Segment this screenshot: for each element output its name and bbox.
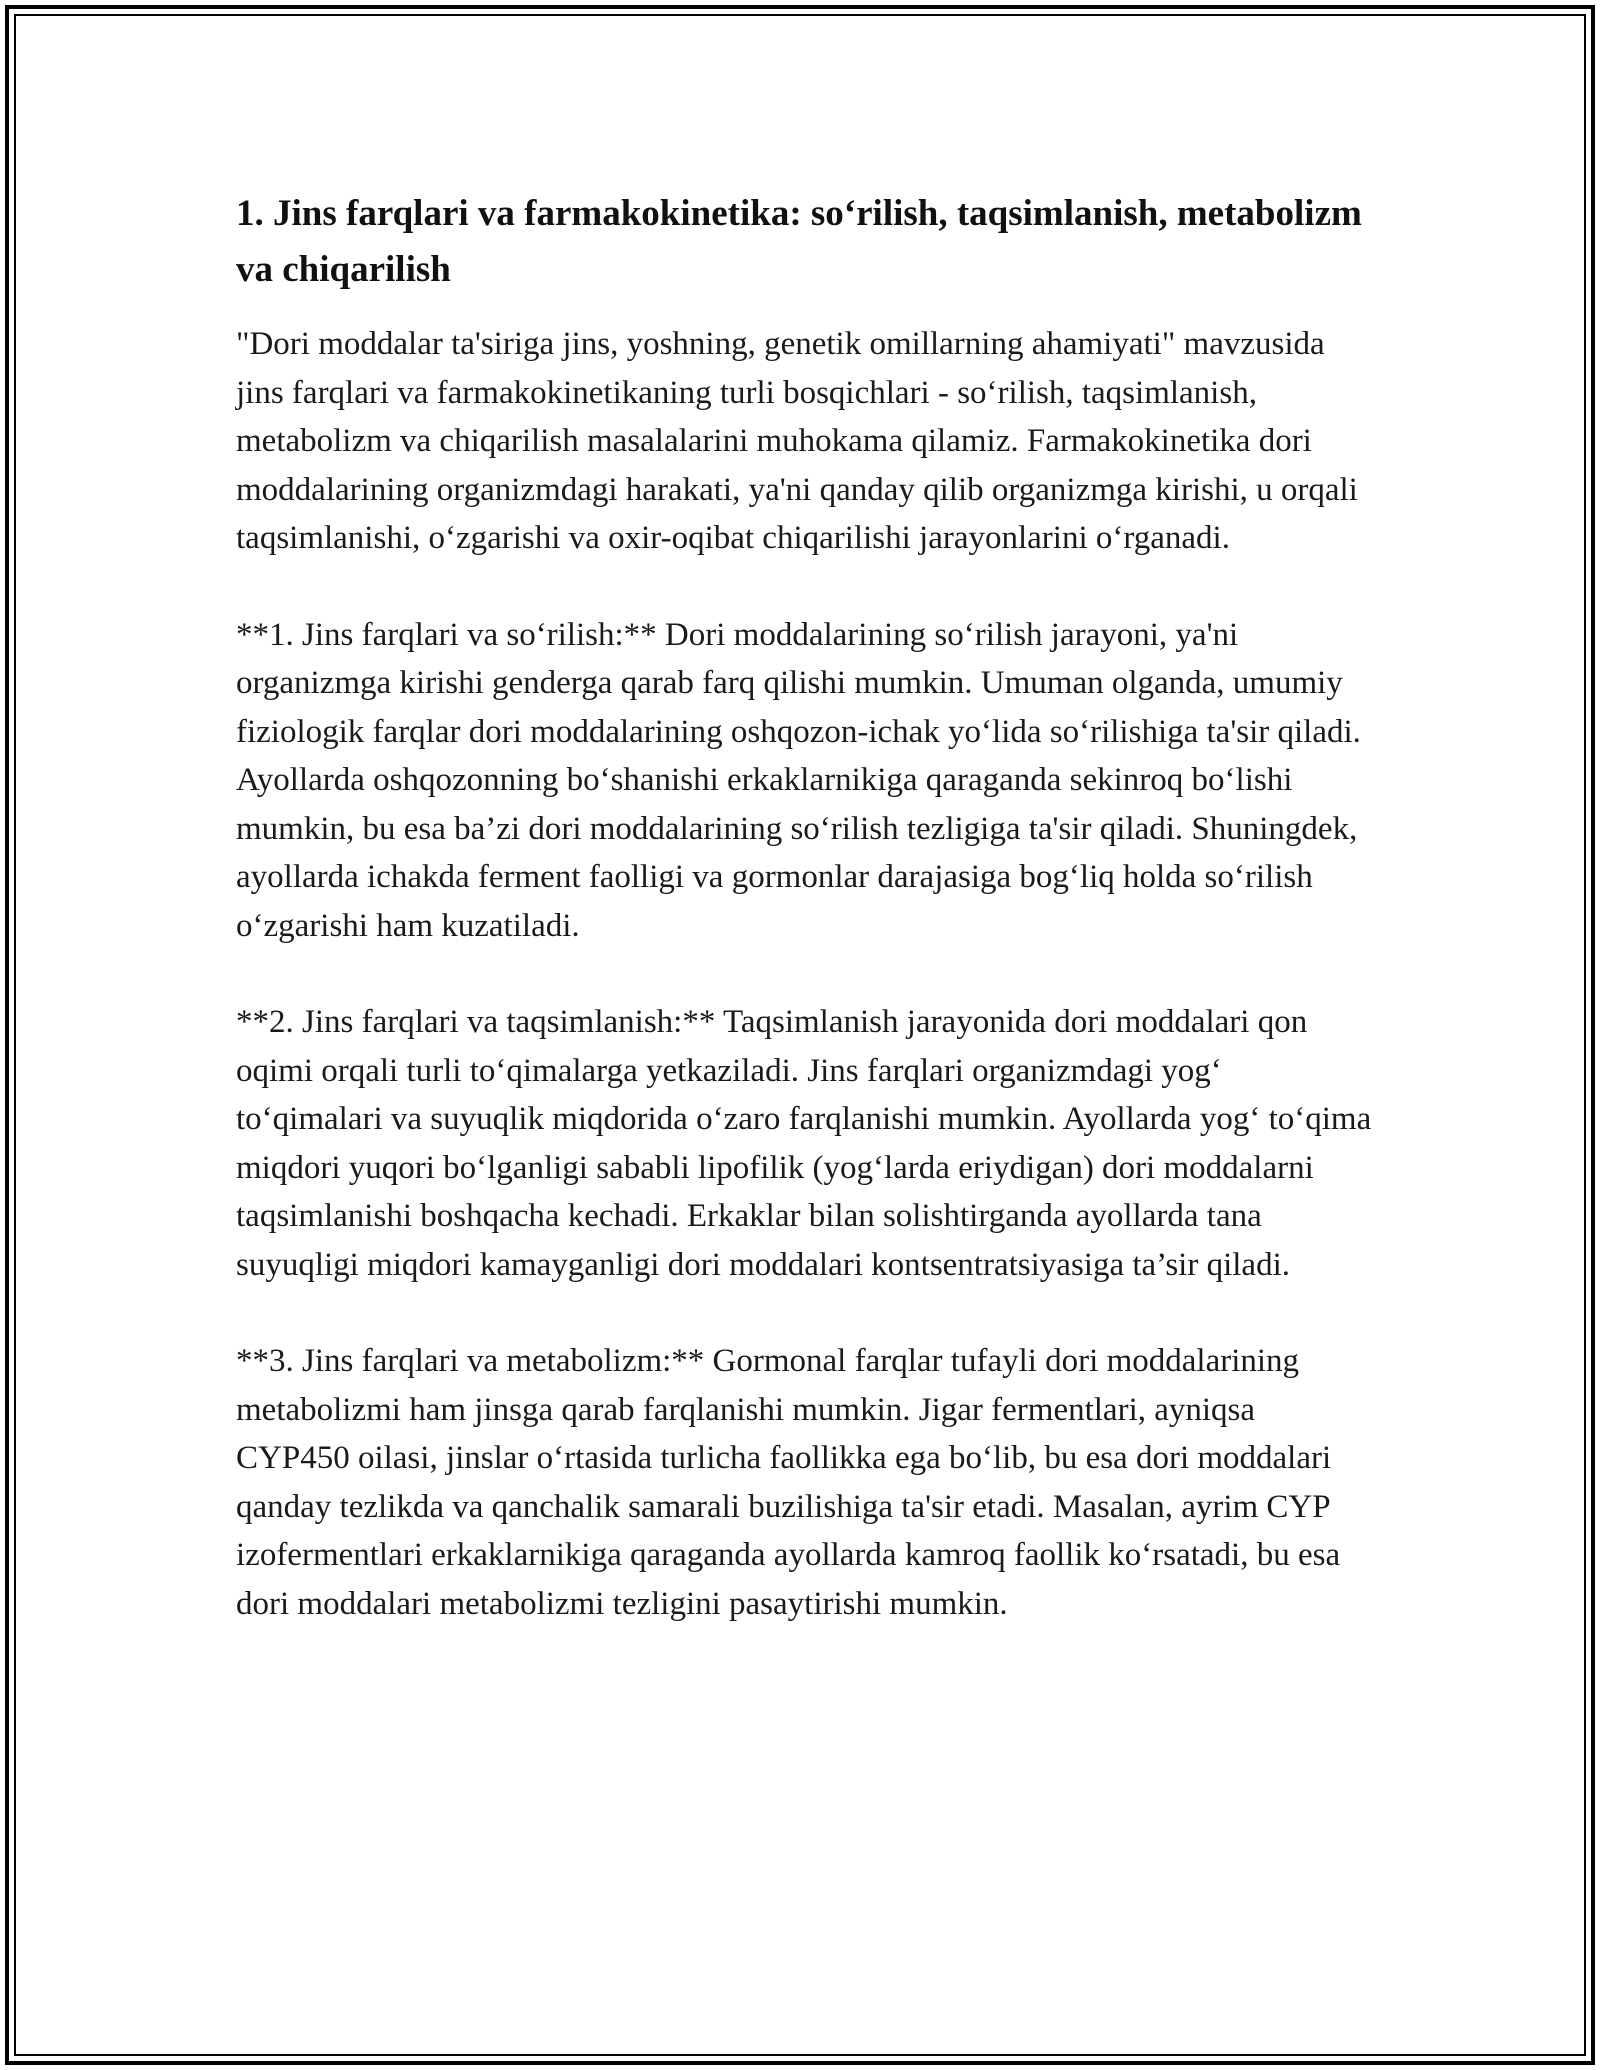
document-body (236, 186, 1376, 1676)
section-title: 1. Jins farqlari va farmakokinetika: so‘rilish, taqsimlanish, metabolizm va chiqarilish (236, 193, 1362, 290)
absorption-paragraph: **1. Jins farqlari va so‘rilish:** Dori moddalarining so‘rilish jarayoni, ya'ni organizmga kirishi genderga qarab farq qilishi mumkin. Umuman olganda, umumiy fiziologik farqlar dori moddalarining oshqozon-ichak yo‘lida so‘rilishiga ta'sir qiladi. Ayollarda oshqozonning bo‘shanishi erkaklarnikiga qaraganda sekinroq bo‘lishi mumkin, bu esa ba’zi dori moddalarining so‘rilish tezligiga ta'sir qiladi. Shuningdek, ayollarda ichakda ferment faolligi va gormonlar darajasiga bog‘liq holda so‘rilish o‘zgarishi ham kuzatiladi. (236, 616, 1361, 944)
intro-paragraph: "Dori moddalar ta'siriga jins, yoshning, genetik omillarning ahamiyati" mavzusida jins farqlari va farmakokinetikaning turli bosqichlari - so‘rilish, taqsimlanish, metabolizm va chiqarilish masalalarini muhokama qilamiz. Farmakokinetika dori moddalarining organizmdagi harakati, ya'ni qanday qilib organizmga kirishi, u orqali taqsimlanishi, o‘zgarishi va oxir-oqibat chiqarilishi jarayonlarini o‘rganadi. (236, 326, 1358, 556)
metabolism-paragraph: **3. Jins farqlari va metabolizm:** Gormonal farqlar tufayli dori moddalarining metabolizmi ham jinsga qarab farqlanishi mumkin. Jigar fermentlari, ayniqsa CYP450 oilasi, jinslar o‘rtasida turlicha faollikka ega bo‘lib, bu esa dori moddalari qanday tezlikda va qanchalik samarali buzilishiga ta'sir etadi. Masalan, ayrim CYP izofermentlari erkaklarnikiga qaraganda ayollarda kamroq faollik ko‘rsatadi, bu esa dori moddalari metabolizmi tezligini pasaytirishi mumkin. (236, 1343, 1341, 1622)
distribution-paragraph: **2. Jins farqlari va taqsimlanish:** Taqsimlanish jarayonida dori moddalari qon oqimi orqali turli to‘qimalarga yetkaziladi. Jins farqlari organizmdagi yog‘ to‘qimalari va suyuqlik miqdorida o‘zaro farqlanishi mumkin. Ayollarda yog‘ to‘qima miqdori yuqori bo‘lganligi sababli lipofilik (yog‘larda eriydigan) dori moddalarni taqsimlanishi boshqacha kechadi. Erkaklar bilan solishtirganda ayollarda tana suyuqligi miqdori kamayganligi dori moddalari kontsentratsiyasiga ta’sir qiladi. (236, 1004, 1372, 1283)
